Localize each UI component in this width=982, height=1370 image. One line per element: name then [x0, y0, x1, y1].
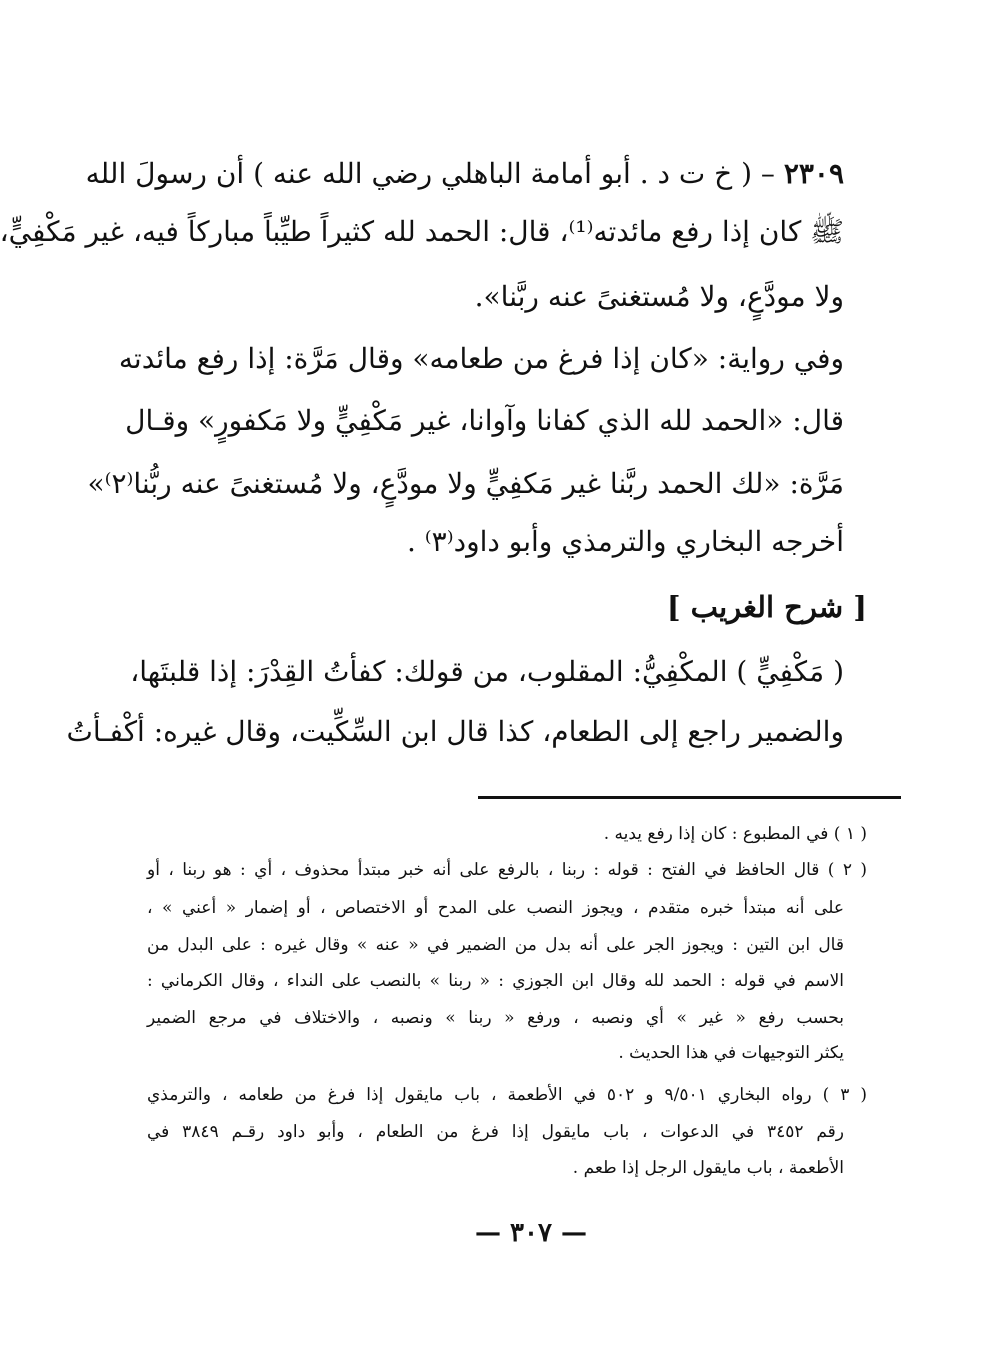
- hadith-number: ٢٣٠٩: [783, 157, 844, 190]
- hadith-line-1: [85, 157, 844, 190]
- footnote-separator: [478, 796, 901, 799]
- footnote-2-line-5: بحسب رفع « غير » أي ونصبه ، ورفع « ربنا » ونصبه ، والاختلاف في مرجع الضمير: [147, 1008, 844, 1028]
- gharib-line-1: ( مَكْفِيٍّ ) المكْفِيُّ: المقلوب، من قولك: كفأتُ القِدْرَ: إذا قلبتَها،: [130, 655, 844, 688]
- page-number: — ٣٠٧ —: [474, 1218, 587, 1248]
- hadith-line-4: وفي رواية: «كان إذا فرغ من طعامه» وقال مَرَّة: إذا رفع مائدته: [118, 342, 844, 375]
- footnote-2-line-6: يكثر التوجيهات في هذا الحديث .: [618, 1043, 844, 1063]
- hadith-line-3: ولا مودَّعٍ، ولا مُستغنىً عنه ربَّنا».: [474, 280, 844, 313]
- gharib-heading: [ شرح الغريب ]: [666, 590, 867, 624]
- footnote-2-line-4: الاسم في قوله : الحمد لله وقال ابن الجوزي : « ربنا » بالنصب على النداء ، وقال الكرماني :: [147, 971, 844, 991]
- hadith-line-2: ﷺ كان إذا رفع مائدته⁽¹⁾، قال: الحمد لله كثيراً طيِّباً مباركاً فيه، غير مَكْفِيٍّ،: [0, 215, 844, 248]
- footnote-3-line-3: الأطعمة ، باب مايقول الرجل إذا طعم .: [572, 1158, 844, 1178]
- footnote-3-line-2: رقم ٣٤٥٢ في الدعوات ، باب مايقول إذا فرغ من الطعام ، وأبو داود رقـم ٣٨٤٩ في: [147, 1122, 844, 1142]
- footnote-2-line-1: ( ٢ ) قال الحافظ في الفتح : قوله : ربنا ، بالرفع على أنه خبر مبتدأ محذوف ، أي : هو ربنا ، أو: [147, 860, 868, 880]
- footnote-2-line-3: قال ابن التين : ويجوز الجر على أنه بدل من الضمير في « عنه » وقال غيره : على البدل من: [147, 935, 844, 955]
- hadith-text-1: – ( خ ت د . أبو أمامة الباهلي رضي الله عنه ) أن رسولَ الله: [85, 157, 775, 190]
- hadith-line-6: مَرَّة: «لك الحمد ربَّنا غير مَكفِيٍّ ولا مودَّعٍ، ولا مُستغنىً عنه ربُّنا⁽٢⁾»: [87, 467, 844, 500]
- footnote-3-line-1: ( ٣ ) رواه البخاري ٩/٥٠١ و ٥٠٢ في الأطعمة ، باب مايقول إذا فرغ من طعامه ، والترمذي: [147, 1085, 867, 1105]
- gharib-line-2: والضمير راجع إلى الطعام، كذا قال ابن السِّكِّيت، وقال غيره: أكْفـأتُ: [66, 715, 844, 748]
- hadith-line-7: أخرجه البخاري والترمذي وأبو داود⁽٣⁾ .: [406, 525, 844, 558]
- hadith-line-5: قال: «الحمد لله الذي كفانا وآوانا، غير مَكْفِيٍّ ولا مَكفورٍ» وقـال: [125, 404, 844, 437]
- footnote-1: ( ١ ) في المطبوع : كان إذا رفع يديه .: [603, 824, 867, 844]
- footnote-2-line-2: على أنه مبتدأ خبره متقدم ، ويجوز النصب على المدح أو الاختصاص ، أو إضمار « أعني » ،: [147, 898, 844, 918]
